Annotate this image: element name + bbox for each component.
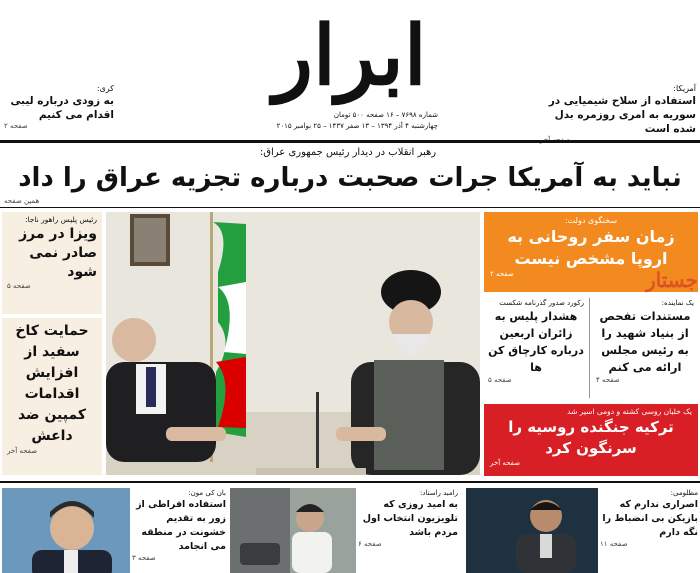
column-divider xyxy=(589,298,590,398)
turkey-headline: ترکیه جنگنده روسیه را سرنگون کرد xyxy=(508,418,674,457)
b1-kicker: بان کی مون: xyxy=(188,489,226,497)
top-right-story[interactable] xyxy=(540,84,696,144)
bottom-story-1[interactable] xyxy=(132,488,226,562)
lead-headline[interactable]: نباید به آمریکا جرات صحبت درباره تجزیه عراق را داد xyxy=(18,163,682,193)
masthead-rule xyxy=(0,140,700,143)
masthead-logo: ابرار xyxy=(273,8,427,104)
mazloumi-photo xyxy=(466,488,598,573)
mp-headline: مستندات تفحص از بنیاد شهید را به رئیس مجلس ارائه می کنم xyxy=(599,309,691,374)
rouhani-headline: زمان سفر روحانی به اروپا مشخص نیست xyxy=(507,227,675,268)
issue-line: شماره ۷۶۹۸ – ۱۶ صفحه ۵۰۰ تومان xyxy=(333,111,438,119)
lead-rule xyxy=(0,207,700,208)
visa-headline: ویزا در مرز صادر نمی شود xyxy=(19,226,97,280)
police-kicker: رکورد صدور گذرنامه شکست xyxy=(499,299,584,307)
b3-headline: اصراری ندارم که بازیکن بی انضباط را نگه دارم xyxy=(602,499,698,538)
bottom-story-3[interactable] xyxy=(600,488,698,548)
top-right-headline: استفاده از سلاح شیمیایی در سوریه به امری روزمره بدل شده است xyxy=(548,95,696,135)
police-headline: هشدار پلیس به زائران اربعین درباره کارچاق کن ها xyxy=(488,310,584,374)
rambod-photo xyxy=(230,488,356,573)
rouhani-kicker: سخنگوی دولت: xyxy=(564,216,618,225)
b1-page-ref: صفحه ۳ xyxy=(132,554,156,562)
jostar-watermark: جستار xyxy=(646,268,698,292)
left-story-visa[interactable] xyxy=(2,212,102,314)
ban-ki-moon-photo xyxy=(2,488,130,573)
mp-story[interactable] xyxy=(592,296,698,402)
mp-kicker: یک نماینده: xyxy=(661,299,694,307)
portrait-illustration xyxy=(230,488,356,573)
mp-page-ref: صفحه ۴ xyxy=(596,376,620,384)
lead-page-ref: همین صفحه xyxy=(4,197,40,205)
meeting-photo-illustration xyxy=(106,212,480,475)
portrait-illustration xyxy=(2,488,130,573)
lead-kicker: رهبر انقلاب در دیدار رئیس جمهوری عراق: xyxy=(259,147,437,158)
b3-page-ref: صفحه ۱۱ xyxy=(600,540,628,548)
turkey-page-ref: صفحه آخر xyxy=(490,459,521,467)
top-left-kicker: کری: xyxy=(96,84,114,93)
red-story-turkey[interactable] xyxy=(484,404,698,476)
b1-headline: استفاده افراطی از زور به تقدیم خشونت در منطقه می انجامد xyxy=(136,499,226,552)
rouhani-page-ref: صفحه ۲ xyxy=(490,270,514,278)
bottom-rule xyxy=(0,481,700,483)
top-left-page-ref: صفحه ۲ xyxy=(4,122,28,130)
b2-page-ref: صفحه ۶ xyxy=(358,540,382,548)
whitehouse-headline: حمایت کاخ سفید از افزایش اقدامات کمپین ضد داعش xyxy=(15,323,89,444)
b2-headline: به امید روزی که تلویزیون انتخاب اول مردم باشد xyxy=(362,499,458,538)
b2-kicker: رامبد راستاد: xyxy=(420,489,458,497)
portrait-illustration xyxy=(466,488,598,573)
visa-page-ref: صفحه ۵ xyxy=(7,282,31,290)
whitehouse-page-ref: صفحه آخر xyxy=(7,447,38,455)
b3-kicker: مظلومی: xyxy=(670,489,698,497)
top-left-headline: به زودی درباره لیبی اقدام می کنیم xyxy=(10,95,114,121)
bottom-story-2[interactable] xyxy=(358,488,458,548)
lead-photo xyxy=(106,212,480,475)
left-story-whitehouse[interactable] xyxy=(2,318,102,475)
top-left-story[interactable] xyxy=(4,84,114,130)
police-page-ref: صفحه ۵ xyxy=(488,376,512,384)
turkey-kicker: یک خلبان روسی کشته و دومی اسیر شد xyxy=(567,407,692,416)
top-right-kicker: آمریکا: xyxy=(673,84,696,93)
date-line: چهارشنبه ۴ آذر ۱۳۹۴ – ۱۳ صفر ۱۴۳۷ – ۲۵ نوامبر ۲۰۱۵ xyxy=(276,122,438,130)
police-story[interactable] xyxy=(484,296,588,402)
visa-kicker: رئیس پلیس راهور ناجا: xyxy=(24,215,97,224)
